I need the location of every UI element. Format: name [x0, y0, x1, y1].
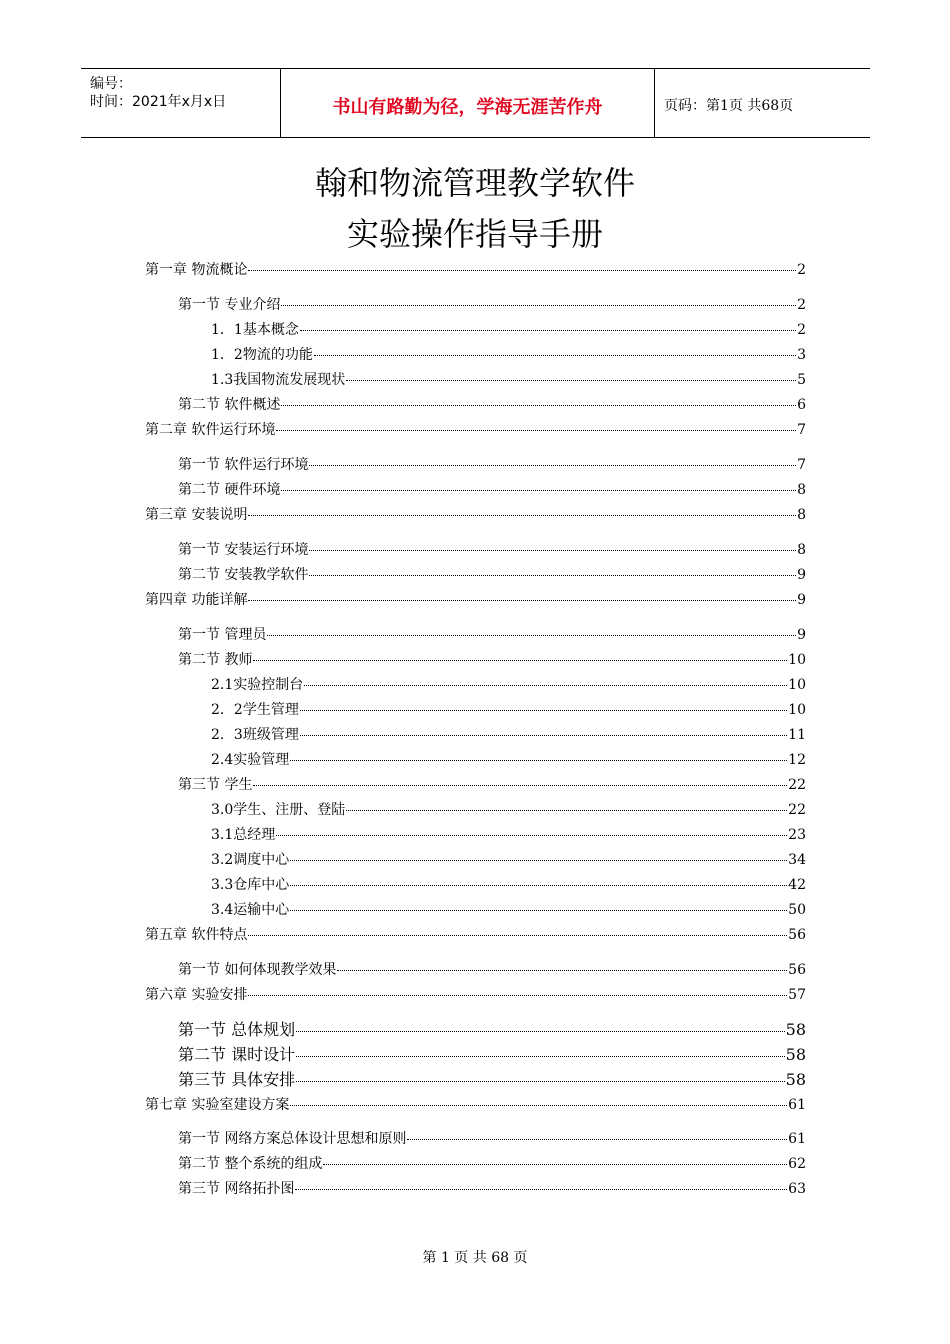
- toc-entry-text: 第二节 安装教学软件: [178, 567, 309, 583]
- toc-leader: [267, 635, 796, 636]
- toc-page-number: 57: [788, 987, 806, 1003]
- toc-leader: [337, 970, 787, 971]
- motto-text: 书山有路勤为径，学海无涯苦作舟: [332, 97, 603, 118]
- toc-page-number: 58: [785, 1070, 806, 1089]
- toc-entry[interactable]: [178, 1020, 806, 1040]
- toc-page-number: 10: [788, 652, 806, 668]
- toc-page-number: 58: [785, 1045, 806, 1064]
- toc-page-number: 22: [788, 802, 806, 818]
- toc-page-number: 63: [788, 1181, 806, 1197]
- toc-page-number: 5: [797, 372, 806, 388]
- toc-page-number: 61: [788, 1131, 806, 1147]
- toc-page-number: 22: [788, 777, 806, 793]
- toc-entry-text: 第一节 软件运行环境: [178, 457, 309, 473]
- toc-page-number: 6: [797, 397, 806, 413]
- toc-page-number: 3: [797, 347, 806, 363]
- toc-page-number: 10: [788, 677, 806, 693]
- toc-leader: [248, 600, 796, 601]
- toc-page-number: 34: [788, 852, 806, 868]
- toc-page-number: 61: [788, 1097, 806, 1113]
- toc-entry-text: 第三章 安装说明: [145, 507, 248, 523]
- toc-entry[interactable]: [211, 726, 806, 744]
- toc-page-number: 9: [797, 627, 806, 643]
- toc-entry-text: 第一节 管理员: [178, 627, 267, 643]
- toc-leader: [323, 1164, 787, 1165]
- toc-entry[interactable]: [178, 1070, 806, 1090]
- toc-leader: [290, 1105, 787, 1106]
- toc-entry[interactable]: [145, 261, 806, 279]
- toc-entry-text: 第二节 整个系统的组成: [178, 1156, 323, 1172]
- toc-leader: [309, 465, 796, 466]
- toc-entry[interactable]: [178, 651, 806, 669]
- toc-page-number: 9: [797, 567, 806, 583]
- toc-entry[interactable]: [178, 961, 806, 979]
- toc-entry-text: 3.0学生、注册、登陆: [211, 802, 346, 818]
- toc-leader: [296, 1031, 785, 1032]
- date-text: 时间：2021年x月x日: [90, 94, 227, 110]
- toc-page-number: 50: [788, 902, 806, 918]
- toc-entry[interactable]: [211, 701, 806, 719]
- toc-entry[interactable]: [145, 506, 806, 524]
- toc-entry-text: 第三节 网络拓扑图: [178, 1181, 295, 1197]
- toc-entry-text: 第五章 软件特点: [145, 927, 248, 943]
- toc-entry-text: 第二章 软件运行环境: [145, 422, 276, 438]
- toc-entry-text: 第二节 硬件环境: [178, 482, 281, 498]
- toc-leader: [253, 660, 787, 661]
- toc-entry-text: 3.2调度中心: [211, 852, 290, 868]
- toc-page-number: 23: [788, 827, 806, 843]
- toc-entry-text: 第二节 课时设计: [178, 1045, 296, 1064]
- toc-leader: [314, 355, 796, 356]
- toc-leader: [248, 995, 787, 996]
- toc-entry[interactable]: [178, 396, 806, 414]
- toc-page-number: 7: [797, 457, 806, 473]
- serial-number-label: 编号：: [90, 76, 132, 92]
- toc-leader: [253, 785, 787, 786]
- toc-entry-text: 1．2物流的功能: [211, 347, 313, 363]
- toc-entry-text: 3.4运输中心: [211, 902, 290, 918]
- toc-leader: [300, 330, 796, 331]
- toc-leader: [296, 1056, 785, 1057]
- toc-leader: [309, 550, 796, 551]
- toc-entry-text: 1．1基本概念: [211, 322, 299, 338]
- toc-leader: [300, 710, 787, 711]
- toc-page-number: 58: [785, 1020, 806, 1039]
- toc-entry[interactable]: [211, 826, 806, 844]
- toc-entry[interactable]: [178, 481, 806, 499]
- toc-entry-text: 2．2学生管理: [211, 702, 299, 718]
- toc-page-number: 9: [797, 592, 806, 608]
- toc-entry-text: 第四章 功能详解: [145, 592, 248, 608]
- toc-leader: [281, 305, 796, 306]
- toc-entry[interactable]: [178, 566, 806, 584]
- toc-leader: [248, 270, 796, 271]
- header-left-cell: [81, 69, 280, 137]
- toc-leader: [248, 935, 787, 936]
- toc-leader: [290, 885, 787, 886]
- toc-entry[interactable]: [145, 421, 806, 439]
- toc-entry[interactable]: [211, 371, 806, 389]
- toc-entry[interactable]: [178, 1045, 806, 1065]
- toc-leader: [300, 735, 787, 736]
- toc-entry-text: 1.3我国物流发展现状: [211, 372, 346, 388]
- toc-entry-text: 3.1总经理: [211, 827, 276, 843]
- toc-page-number: 56: [788, 927, 806, 943]
- toc-entry[interactable]: [211, 901, 806, 919]
- toc-leader: [407, 1139, 787, 1140]
- toc-leader: [281, 405, 796, 406]
- toc-entry-text: 第七章 实验室建设方案: [145, 1097, 290, 1113]
- toc-leader: [248, 515, 796, 516]
- toc-entry[interactable]: [145, 926, 806, 944]
- toc-entry[interactable]: [211, 851, 806, 869]
- document-title-line-1: 翰和物流管理教学软件: [314, 164, 635, 202]
- toc-entry[interactable]: [178, 1155, 806, 1173]
- toc-page-number: 11: [788, 727, 806, 743]
- toc-entry[interactable]: [178, 541, 806, 559]
- toc-entry-text: 2．3班级管理: [211, 727, 299, 743]
- toc-page-number: 7: [797, 422, 806, 438]
- toc-entry[interactable]: [178, 776, 806, 794]
- toc-leader: [276, 430, 796, 431]
- toc-page-number: 8: [797, 542, 806, 558]
- toc-entry[interactable]: [211, 801, 806, 819]
- toc-entry-text: 2.1实验控制台: [211, 677, 304, 693]
- toc-entry-text: 第一节 安装运行环境: [178, 542, 309, 558]
- toc-entry-text: 第六章 实验安排: [145, 987, 248, 1003]
- toc-leader: [304, 685, 787, 686]
- toc-entry-text: 第二节 软件概述: [178, 397, 281, 413]
- header-center-cell: [280, 69, 655, 137]
- toc-leader: [281, 490, 796, 491]
- toc-leader: [346, 810, 787, 811]
- toc-entry[interactable]: [178, 1130, 806, 1148]
- toc-entry-text: 2.4实验管理: [211, 752, 290, 768]
- toc-entry[interactable]: [145, 591, 806, 609]
- toc-page-number: 42: [788, 877, 806, 893]
- toc-entry-text: 第三节 具体安排: [178, 1070, 296, 1089]
- toc-leader: [309, 575, 796, 576]
- header-right-cell: [654, 69, 870, 137]
- toc-entry-text: 第一节 专业介绍: [178, 297, 281, 313]
- toc-leader: [346, 380, 796, 381]
- page-header-table: [81, 68, 870, 138]
- toc-entry-text: 第一节 网络方案总体设计思想和原则: [178, 1131, 407, 1147]
- page-footer: 第 1 页 共 68 页: [422, 1250, 528, 1266]
- toc-entry-text: 第三节 学生: [178, 777, 253, 793]
- toc-leader: [296, 1081, 785, 1082]
- toc-entry[interactable]: [211, 876, 806, 894]
- toc-entry[interactable]: [178, 1180, 806, 1198]
- toc-entry-text: 第一节 如何体现教学效果: [178, 962, 337, 978]
- toc-page-number: 12: [788, 752, 806, 768]
- toc-leader: [276, 835, 787, 836]
- toc-leader: [295, 1189, 787, 1190]
- toc-leader: [290, 760, 787, 761]
- toc-entry[interactable]: [145, 986, 806, 1004]
- toc-entry[interactable]: [178, 296, 806, 314]
- toc-leader: [290, 910, 787, 911]
- toc-entry-text: 第二节 教师: [178, 652, 253, 668]
- toc-entry[interactable]: [178, 626, 806, 644]
- toc-page-number: 56: [788, 962, 806, 978]
- toc-entry[interactable]: [145, 1096, 806, 1114]
- toc-entry[interactable]: [211, 751, 806, 769]
- toc-entry[interactable]: [211, 346, 806, 364]
- toc-entry[interactable]: [211, 321, 806, 339]
- toc-page-number: 2: [797, 262, 806, 278]
- toc-entry-text: 第一章 物流概论: [145, 262, 248, 278]
- toc-entry[interactable]: [178, 456, 806, 474]
- toc-entry-text: 3.3仓库中心: [211, 877, 290, 893]
- toc-page-number: 2: [797, 322, 806, 338]
- toc-page-number: 10: [788, 702, 806, 718]
- page-info-text: 页码：第1页 共68页: [664, 98, 794, 114]
- toc-page-number: 2: [797, 297, 806, 313]
- toc-entry-text: 第一节 总体规划: [178, 1020, 296, 1039]
- toc-leader: [290, 860, 787, 861]
- toc-page-number: 8: [797, 482, 806, 498]
- toc-entry[interactable]: [211, 676, 806, 694]
- toc-page-number: 8: [797, 507, 806, 523]
- document-title-line-2: 实验操作指导手册: [346, 215, 603, 253]
- toc-page-number: 62: [788, 1156, 806, 1172]
